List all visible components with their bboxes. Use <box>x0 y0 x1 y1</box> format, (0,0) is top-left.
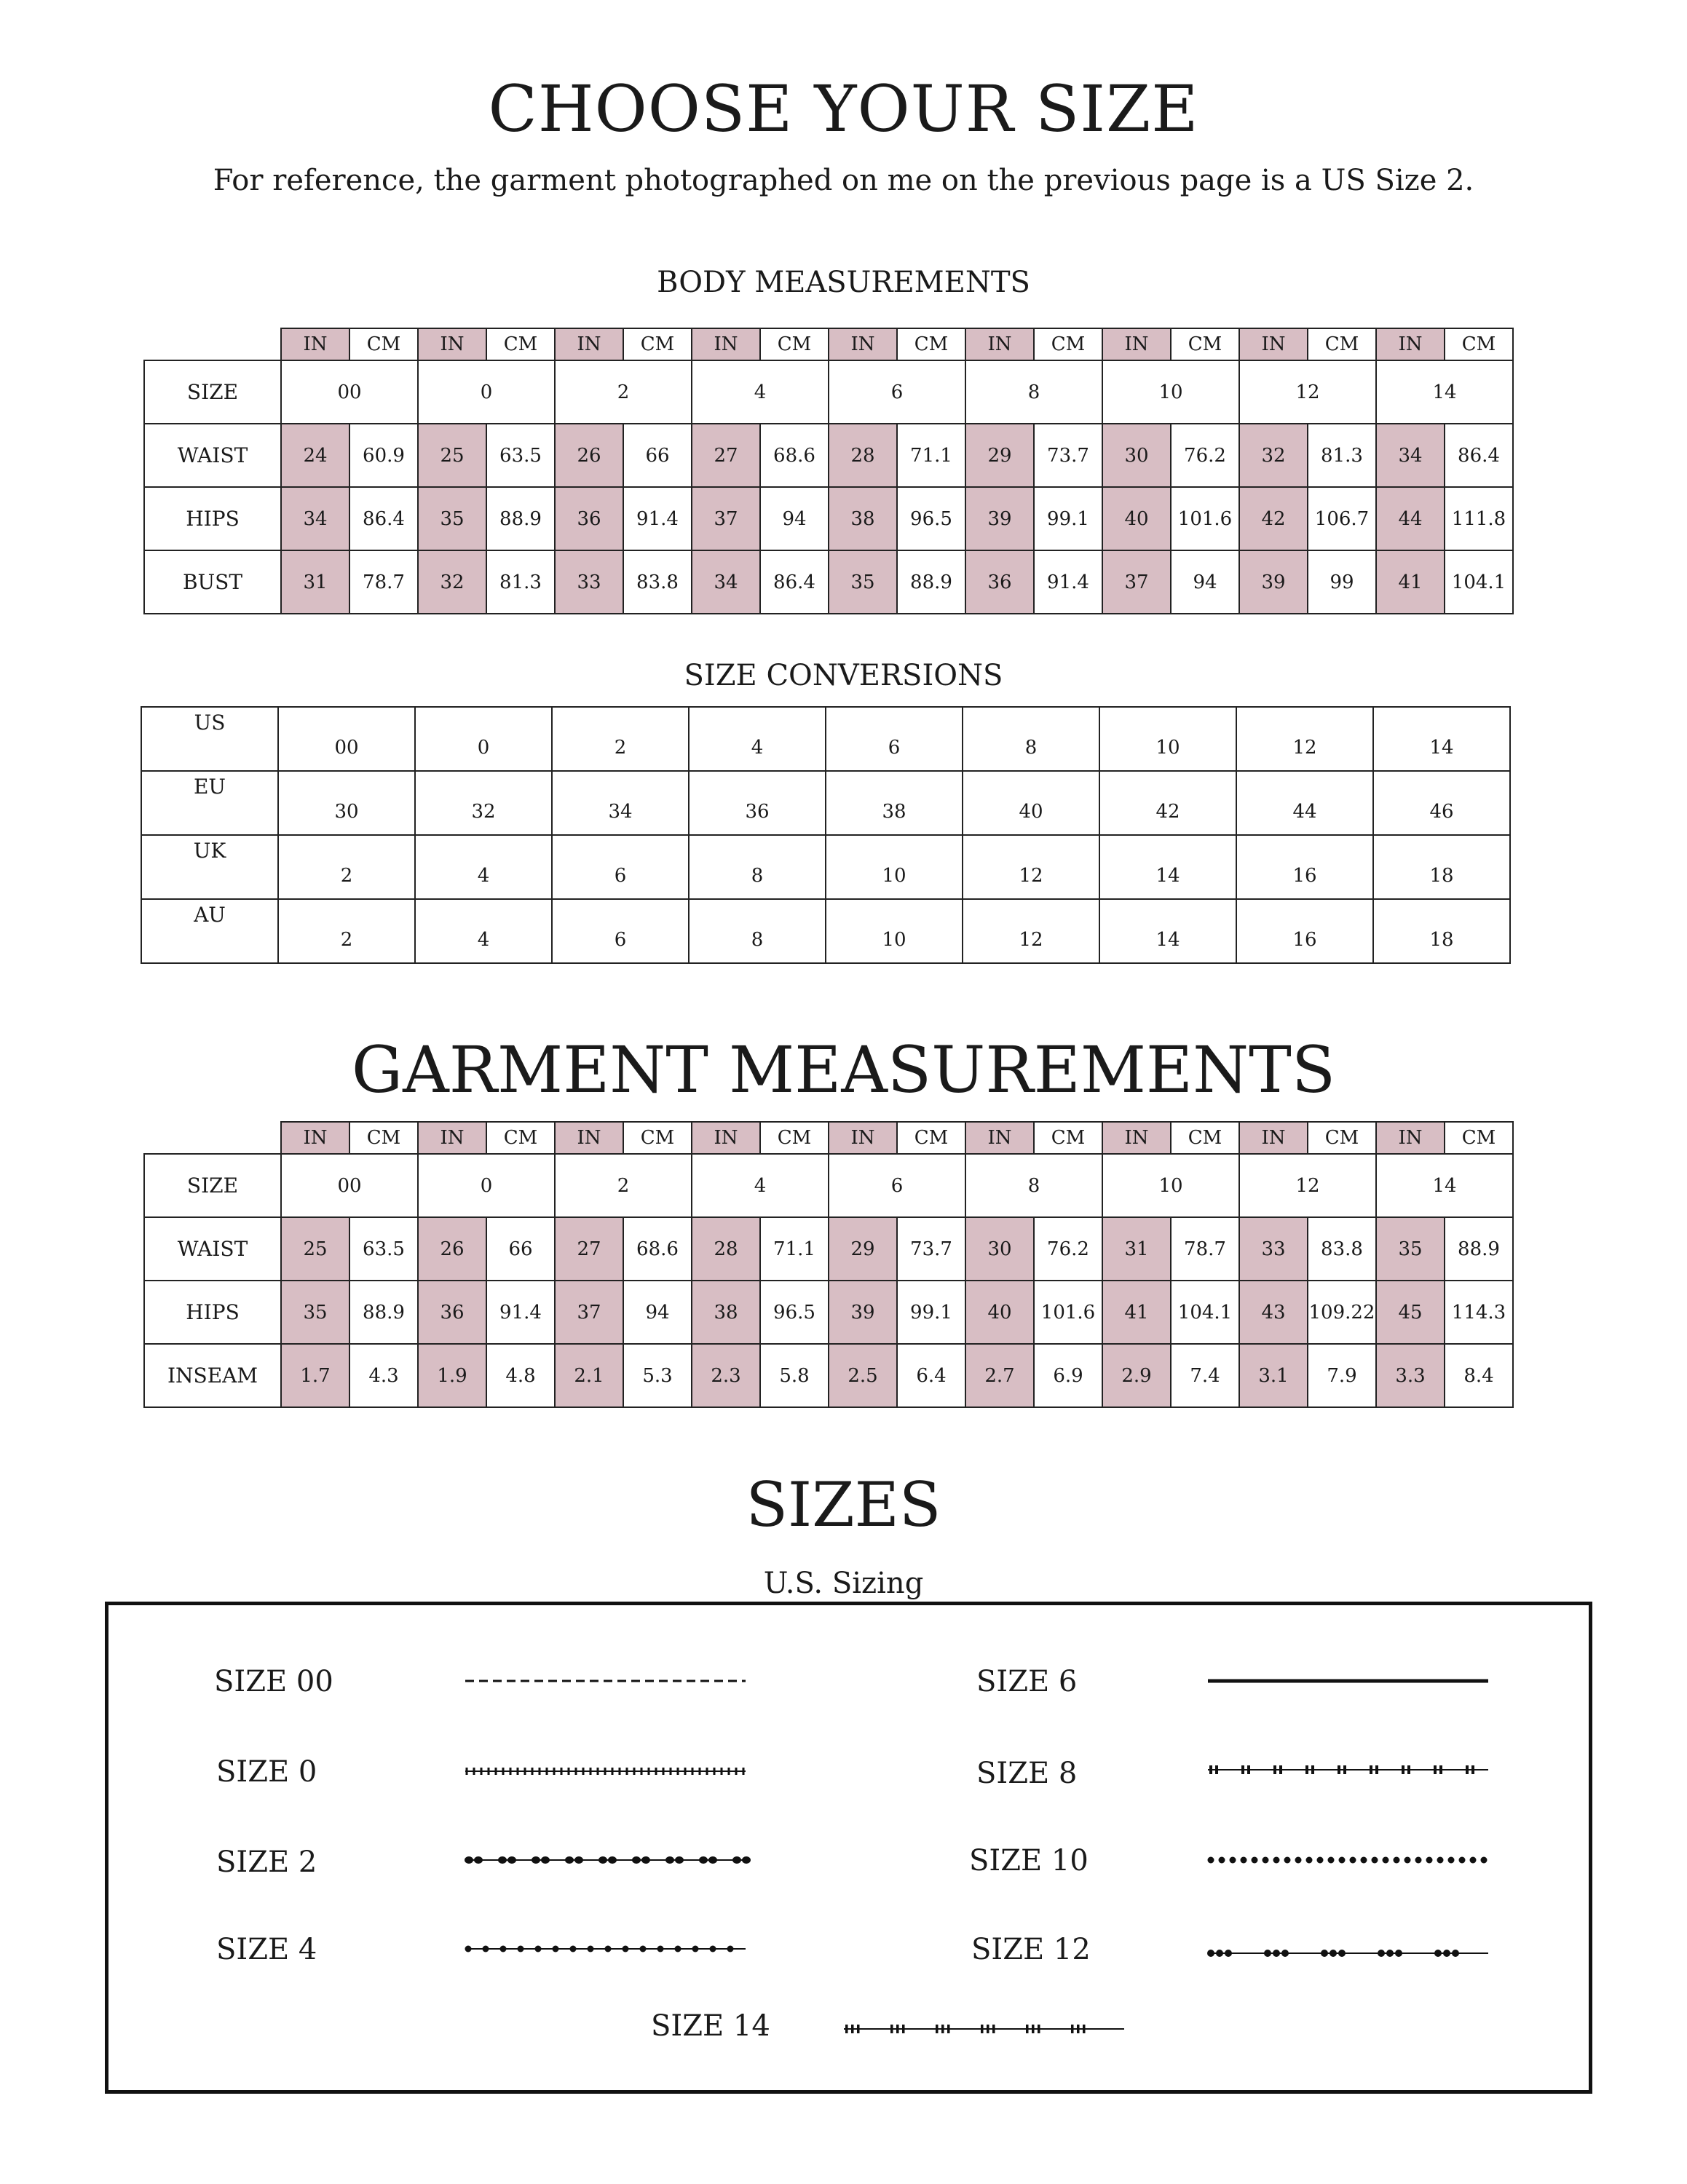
size-line-sample-dense-ticks <box>465 1764 746 1779</box>
conversion-value-cell: 2 <box>278 835 415 899</box>
value-cm-cell: 4.8 <box>486 1344 555 1407</box>
value-cm-cell: 60.9 <box>349 424 418 487</box>
unit-cm-header: CM <box>486 1122 555 1154</box>
size-legend-label: SIZE 00 <box>214 1665 333 1698</box>
value-in-cell: 36 <box>418 1281 486 1344</box>
value-in-cell: 41 <box>1102 1281 1171 1344</box>
value-cm-cell: 99 <box>1308 550 1376 614</box>
size-header-cell: 14 <box>1376 360 1513 424</box>
value-in-cell: 39 <box>965 487 1034 550</box>
value-cm-cell: 6.4 <box>897 1344 965 1407</box>
value-in-cell: 30 <box>965 1217 1034 1281</box>
value-in-cell: 37 <box>1102 550 1171 614</box>
size-header-cell: 00 <box>281 360 418 424</box>
unit-in-header: IN <box>418 328 486 360</box>
value-cm-cell: 94 <box>623 1281 692 1344</box>
value-in-cell: 2.1 <box>555 1344 623 1407</box>
size-legend-label: SIZE 10 <box>969 1844 1089 1878</box>
size-line-sample-triple-ticks <box>844 2022 1124 2036</box>
value-in-cell: 40 <box>965 1281 1034 1344</box>
unit-cm-header: CM <box>1034 328 1102 360</box>
size-header-cell: 6 <box>829 360 965 424</box>
value-in-cell: 26 <box>555 424 623 487</box>
unit-in-header: IN <box>1376 328 1445 360</box>
value-in-cell: 37 <box>555 1281 623 1344</box>
value-in-cell: 28 <box>692 1217 760 1281</box>
conversion-value-cell: 6 <box>552 899 689 963</box>
unit-cm-header: CM <box>349 1122 418 1154</box>
value-in-cell: 43 <box>1239 1281 1308 1344</box>
conversion-label-uk: UK <box>141 835 278 899</box>
conversion-value-cell: 14 <box>1099 835 1236 899</box>
value-cm-cell: 91.4 <box>623 487 692 550</box>
size-header-cell: 0 <box>418 1154 555 1217</box>
body-measurements-table <box>143 328 1514 614</box>
value-cm-cell: 71.1 <box>760 1217 829 1281</box>
size-header-cell: 8 <box>965 1154 1102 1217</box>
value-in-cell: 38 <box>692 1281 760 1344</box>
value-cm-cell: 94 <box>1171 550 1239 614</box>
value-in-cell: 1.9 <box>418 1344 486 1407</box>
unit-cm-header: CM <box>1308 1122 1376 1154</box>
conversion-value-cell: 14 <box>1099 899 1236 963</box>
size-header-cell: 00 <box>281 1154 418 1217</box>
value-cm-cell: 88.9 <box>1445 1217 1513 1281</box>
value-cm-cell: 99.1 <box>1034 487 1102 550</box>
conversion-value-cell: 4 <box>415 899 552 963</box>
conversion-value-cell: 38 <box>826 771 963 835</box>
value-cm-cell: 63.5 <box>349 1217 418 1281</box>
size-legend-label: SIZE 6 <box>976 1665 1078 1698</box>
size-conversions-title: SIZE CONVERSIONS <box>684 659 1003 692</box>
unit-cm-header: CM <box>1171 1122 1239 1154</box>
value-cm-cell: 83.8 <box>623 550 692 614</box>
conversion-value-cell: 00 <box>278 707 415 771</box>
unit-cm-header: CM <box>897 328 965 360</box>
value-in-cell: 33 <box>555 550 623 614</box>
value-in-cell: 33 <box>1239 1217 1308 1281</box>
value-cm-cell: 86.4 <box>1445 424 1513 487</box>
conversion-value-cell: 10 <box>826 835 963 899</box>
value-in-cell: 25 <box>281 1217 349 1281</box>
value-in-cell: 34 <box>692 550 760 614</box>
value-in-cell: 35 <box>829 550 897 614</box>
unit-in-header: IN <box>965 328 1034 360</box>
value-cm-cell: 8.4 <box>1445 1344 1513 1407</box>
value-in-cell: 30 <box>1102 424 1171 487</box>
size-line-sample-solid <box>1208 1674 1488 1688</box>
value-cm-cell: 96.5 <box>897 487 965 550</box>
row-label-waist: WAIST <box>144 424 281 487</box>
value-cm-cell: 91.4 <box>486 1281 555 1344</box>
size-conversions-table <box>141 706 1511 964</box>
value-in-cell: 27 <box>555 1217 623 1281</box>
conversion-value-cell: 0 <box>415 707 552 771</box>
conversion-value-cell: 14 <box>1373 707 1510 771</box>
value-cm-cell: 101.6 <box>1171 487 1239 550</box>
unit-in-header: IN <box>1239 1122 1308 1154</box>
value-cm-cell: 5.3 <box>623 1344 692 1407</box>
size-header-cell: 10 <box>1102 360 1239 424</box>
value-cm-cell: 7.9 <box>1308 1344 1376 1407</box>
value-in-cell: 28 <box>829 424 897 487</box>
size-legend-label: SIZE 12 <box>971 1933 1091 1966</box>
row-label-hips: HIPS <box>144 487 281 550</box>
unit-in-header: IN <box>692 1122 760 1154</box>
row-label-bust: BUST <box>144 550 281 614</box>
value-cm-cell: 5.8 <box>760 1344 829 1407</box>
value-cm-cell: 81.3 <box>486 550 555 614</box>
value-cm-cell: 7.4 <box>1171 1344 1239 1407</box>
unit-cm-header: CM <box>1445 1122 1513 1154</box>
value-in-cell: 32 <box>418 550 486 614</box>
unit-in-header: IN <box>281 328 349 360</box>
value-in-cell: 2.5 <box>829 1344 897 1407</box>
unit-in-header: IN <box>418 1122 486 1154</box>
conversion-value-cell: 18 <box>1373 835 1510 899</box>
value-cm-cell: 78.7 <box>349 550 418 614</box>
value-cm-cell: 86.4 <box>349 487 418 550</box>
unit-cm-header: CM <box>349 328 418 360</box>
value-cm-cell: 99.1 <box>897 1281 965 1344</box>
value-in-cell: 44 <box>1376 487 1445 550</box>
size-legend-label: SIZE 0 <box>216 1755 317 1789</box>
size-line-sample-dots-on-line <box>465 1942 746 1956</box>
value-cm-cell: 96.5 <box>760 1281 829 1344</box>
size-legend-label: SIZE 8 <box>976 1757 1078 1790</box>
size-header-cell: 2 <box>555 360 692 424</box>
value-in-cell: 34 <box>281 487 349 550</box>
unit-cm-header: CM <box>1171 328 1239 360</box>
value-in-cell: 1.7 <box>281 1344 349 1407</box>
page-subtitle: For reference, the garment photographed on me on the previous page is a US Size 2. <box>213 164 1474 197</box>
value-cm-cell: 88.9 <box>349 1281 418 1344</box>
conversion-value-cell: 6 <box>826 707 963 771</box>
value-cm-cell: 114.3 <box>1445 1281 1513 1344</box>
conversion-value-cell: 16 <box>1236 899 1373 963</box>
row-label-waist: WAIST <box>144 1217 281 1281</box>
unit-cm-header: CM <box>623 1122 692 1154</box>
size-header-cell: 2 <box>555 1154 692 1217</box>
size-row-label: SIZE <box>144 360 281 424</box>
conversion-value-cell: 40 <box>963 771 1099 835</box>
size-line-sample-paired-dots <box>465 1853 746 1867</box>
sizes-title: SIZES <box>746 1469 941 1540</box>
value-cm-cell: 106.7 <box>1308 487 1376 550</box>
body-measurements-title: BODY MEASUREMENTS <box>657 266 1030 299</box>
size-legend-label: SIZE 14 <box>651 2009 770 2043</box>
conversion-value-cell: 12 <box>963 835 1099 899</box>
conversion-value-cell: 10 <box>826 899 963 963</box>
conversion-value-cell: 2 <box>278 899 415 963</box>
unit-in-header: IN <box>692 328 760 360</box>
conversion-value-cell: 8 <box>689 899 826 963</box>
value-in-cell: 32 <box>1239 424 1308 487</box>
value-cm-cell: 101.6 <box>1034 1281 1102 1344</box>
value-cm-cell: 109.22 <box>1308 1281 1376 1344</box>
unit-cm-header: CM <box>897 1122 965 1154</box>
value-cm-cell: 86.4 <box>760 550 829 614</box>
value-in-cell: 3.3 <box>1376 1344 1445 1407</box>
value-in-cell: 35 <box>1376 1217 1445 1281</box>
conversion-value-cell: 30 <box>278 771 415 835</box>
conversion-value-cell: 8 <box>963 707 1099 771</box>
page-title: CHOOSE YOUR SIZE <box>488 71 1199 146</box>
conversion-value-cell: 36 <box>689 771 826 835</box>
unit-in-header: IN <box>829 328 897 360</box>
value-cm-cell: 71.1 <box>897 424 965 487</box>
unit-cm-header: CM <box>1308 328 1376 360</box>
conversion-value-cell: 18 <box>1373 899 1510 963</box>
conversion-value-cell: 6 <box>552 835 689 899</box>
conversion-value-cell: 16 <box>1236 835 1373 899</box>
value-cm-cell: 104.1 <box>1445 550 1513 614</box>
value-in-cell: 26 <box>418 1217 486 1281</box>
value-in-cell: 31 <box>281 550 349 614</box>
unit-in-header: IN <box>829 1122 897 1154</box>
value-in-cell: 35 <box>281 1281 349 1344</box>
unit-in-header: IN <box>1102 1122 1171 1154</box>
conversion-value-cell: 4 <box>415 835 552 899</box>
value-in-cell: 40 <box>1102 487 1171 550</box>
conversion-value-cell: 10 <box>1099 707 1236 771</box>
size-header-cell: 6 <box>829 1154 965 1217</box>
size-line-sample-dotted <box>1208 1853 1488 1867</box>
value-cm-cell: 66 <box>486 1217 555 1281</box>
unit-in-header: IN <box>281 1122 349 1154</box>
value-cm-cell: 6.9 <box>1034 1344 1102 1407</box>
sizes-subtitle: U.S. Sizing <box>763 1567 924 1600</box>
value-cm-cell: 91.4 <box>1034 550 1102 614</box>
value-cm-cell: 4.3 <box>349 1344 418 1407</box>
value-in-cell: 2.7 <box>965 1344 1034 1407</box>
value-in-cell: 39 <box>1239 550 1308 614</box>
unit-in-header: IN <box>555 1122 623 1154</box>
unit-cm-header: CM <box>760 328 829 360</box>
size-header-cell: 8 <box>965 360 1102 424</box>
unit-cm-header: CM <box>486 328 555 360</box>
row-label-hips: HIPS <box>144 1281 281 1344</box>
size-row-label: SIZE <box>144 1154 281 1217</box>
size-legend-label: SIZE 2 <box>216 1845 317 1879</box>
value-cm-cell: 66 <box>623 424 692 487</box>
value-cm-cell: 78.7 <box>1171 1217 1239 1281</box>
value-cm-cell: 88.9 <box>897 550 965 614</box>
value-cm-cell: 68.6 <box>760 424 829 487</box>
sizes-legend-box <box>105 1602 1592 2094</box>
value-cm-cell: 68.6 <box>623 1217 692 1281</box>
value-in-cell: 2.3 <box>692 1344 760 1407</box>
value-in-cell: 39 <box>829 1281 897 1344</box>
value-in-cell: 29 <box>829 1217 897 1281</box>
value-in-cell: 27 <box>692 424 760 487</box>
value-cm-cell: 81.3 <box>1308 424 1376 487</box>
value-cm-cell: 104.1 <box>1171 1281 1239 1344</box>
garment-measurements-table <box>143 1121 1514 1408</box>
size-header-cell: 4 <box>692 1154 829 1217</box>
value-in-cell: 36 <box>555 487 623 550</box>
conversion-value-cell: 32 <box>415 771 552 835</box>
unit-in-header: IN <box>1102 328 1171 360</box>
value-cm-cell: 94 <box>760 487 829 550</box>
value-in-cell: 3.1 <box>1239 1344 1308 1407</box>
garment-measurements-title: GARMENT MEASUREMENTS <box>351 1032 1336 1107</box>
unit-in-header: IN <box>965 1122 1034 1154</box>
value-cm-cell: 63.5 <box>486 424 555 487</box>
unit-cm-header: CM <box>1034 1122 1102 1154</box>
value-in-cell: 36 <box>965 550 1034 614</box>
value-cm-cell: 76.2 <box>1034 1217 1102 1281</box>
value-cm-cell: 83.8 <box>1308 1217 1376 1281</box>
size-header-cell: 12 <box>1239 1154 1376 1217</box>
size-header-cell: 0 <box>418 360 555 424</box>
value-in-cell: 25 <box>418 424 486 487</box>
size-line-sample-triple-dots <box>1208 1946 1488 1961</box>
value-in-cell: 45 <box>1376 1281 1445 1344</box>
unit-in-header: IN <box>555 328 623 360</box>
conversion-value-cell: 4 <box>689 707 826 771</box>
value-in-cell: 35 <box>418 487 486 550</box>
value-in-cell: 2.9 <box>1102 1344 1171 1407</box>
conversion-value-cell: 12 <box>963 899 1099 963</box>
conversion-value-cell: 12 <box>1236 707 1373 771</box>
value-cm-cell: 111.8 <box>1445 487 1513 550</box>
unit-cm-header: CM <box>760 1122 829 1154</box>
value-in-cell: 38 <box>829 487 897 550</box>
conversion-value-cell: 8 <box>689 835 826 899</box>
size-header-cell: 12 <box>1239 360 1376 424</box>
unit-in-header: IN <box>1239 328 1308 360</box>
value-in-cell: 37 <box>692 487 760 550</box>
conversion-label-us: US <box>141 707 278 771</box>
conversion-value-cell: 44 <box>1236 771 1373 835</box>
corner-blank <box>144 328 281 360</box>
unit-cm-header: CM <box>1445 328 1513 360</box>
value-in-cell: 29 <box>965 424 1034 487</box>
size-line-sample-dashed <box>465 1674 746 1688</box>
value-in-cell: 24 <box>281 424 349 487</box>
row-label-inseam: INSEAM <box>144 1344 281 1407</box>
size-header-cell: 4 <box>692 360 829 424</box>
corner-blank <box>144 1122 281 1154</box>
conversion-value-cell: 34 <box>552 771 689 835</box>
size-legend-label: SIZE 4 <box>216 1933 317 1966</box>
size-header-cell: 14 <box>1376 1154 1513 1217</box>
size-line-sample-paired-ticks <box>1208 1762 1488 1777</box>
value-cm-cell: 76.2 <box>1171 424 1239 487</box>
conversion-value-cell: 46 <box>1373 771 1510 835</box>
value-cm-cell: 73.7 <box>1034 424 1102 487</box>
size-header-cell: 10 <box>1102 1154 1239 1217</box>
value-in-cell: 42 <box>1239 487 1308 550</box>
conversion-value-cell: 2 <box>552 707 689 771</box>
conversion-label-eu: EU <box>141 771 278 835</box>
conversion-value-cell: 42 <box>1099 771 1236 835</box>
value-in-cell: 31 <box>1102 1217 1171 1281</box>
value-in-cell: 41 <box>1376 550 1445 614</box>
unit-in-header: IN <box>1376 1122 1445 1154</box>
value-cm-cell: 88.9 <box>486 487 555 550</box>
value-cm-cell: 73.7 <box>897 1217 965 1281</box>
conversion-label-au: AU <box>141 899 278 963</box>
value-in-cell: 34 <box>1376 424 1445 487</box>
unit-cm-header: CM <box>623 328 692 360</box>
